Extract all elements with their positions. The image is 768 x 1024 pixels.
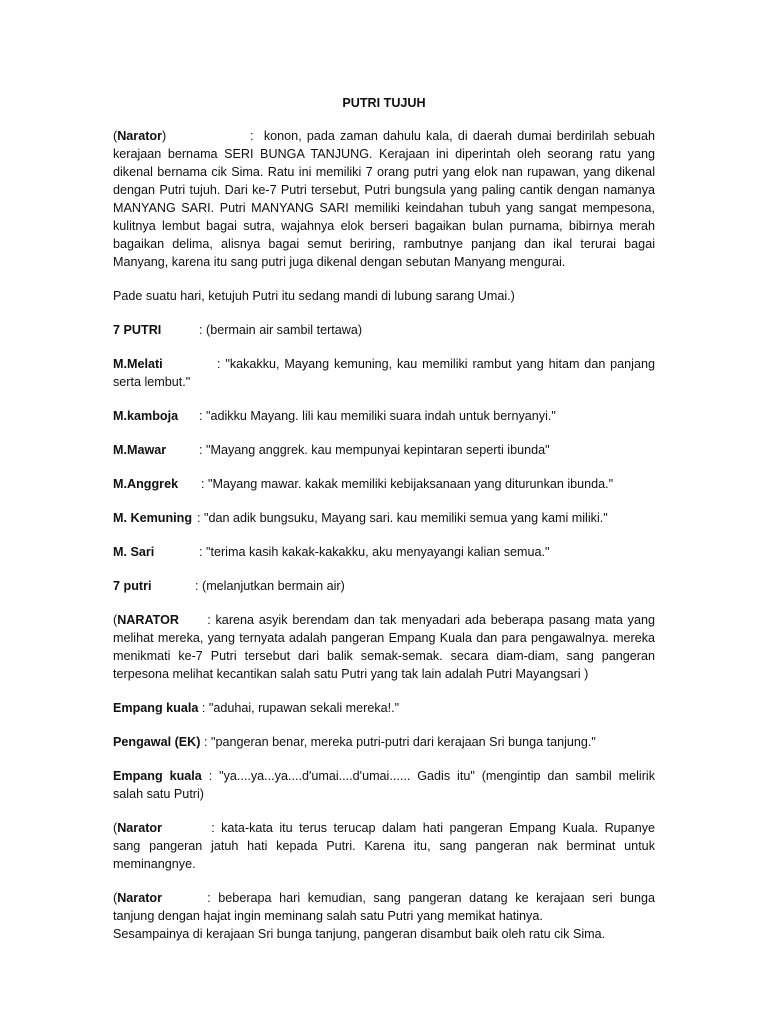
dialogue-line-mawar	[113, 441, 655, 459]
dialogue-line-melati	[113, 355, 655, 391]
speaker-name: 7 PUTRI	[113, 323, 162, 337]
dialogue-line-empang-kuala-1	[113, 699, 655, 717]
narration-text: : karena asyik berendam dan tak menyadari ada beberapa pasang mata yang melihat mereka, yang ternyata adalah pangeran Empang Kuala dan para pengawalnya. mereka menikmati ke-7 Putri tersebut dari balik semak-semak. secara diam-diam, sang pangeran terpesona melihat kecantikan salah satu Putri yang tak lain adalah Putri Mayangsari )	[113, 613, 655, 681]
document-title: PUTRI TUJUH	[342, 96, 426, 110]
dialogue-text: : "aduhai, rupawan sekali mereka!."	[198, 701, 400, 715]
dialogue-line-7-putri	[113, 321, 655, 339]
dialogue-text: : (melanjutkan bermain air)	[195, 579, 345, 593]
speaker-name: Empang kuala	[113, 701, 199, 715]
close-paren: )	[162, 129, 167, 143]
narration-text: : beberapa hari kemudian, sang pangeran datang ke kerajaan seri bunga tanjung dengan hajat ingin meminang salah satu Putri yang memikat hatinya.	[113, 891, 655, 923]
narration-paragraph-3	[113, 611, 655, 683]
narration-paragraph-1	[113, 127, 655, 271]
speaker-name: Narator	[117, 891, 162, 905]
dialogue-text: : "adikku Mayang. lili kau memiliki suara indah untuk bernyanyi."	[199, 409, 556, 423]
speaker-name: M.kamboja	[113, 409, 179, 423]
speaker-name: M.Anggrek	[113, 477, 179, 491]
narration-paragraph-5	[113, 889, 655, 925]
dialogue-text: : (bermain air sambil tertawa)	[199, 323, 363, 337]
narration-paragraph-6: Sesampainya di kerajaan Sri bunga tanjung, pangeran disambut baik oleh ratu cik Sima.	[113, 927, 606, 941]
dialogue-text: : "pangeran benar, mereka putri-putri dari kerajaan Sri bunga tanjung."	[200, 735, 596, 749]
dialogue-line-pengawal	[113, 733, 655, 751]
speaker-name: Narator	[117, 129, 162, 143]
speaker-name: Empang kuala	[113, 769, 202, 783]
speaker-name: M.Mawar	[113, 443, 167, 457]
dialogue-text: : "Mayang anggrek. kau mempunyai kepintaran seperti ibunda"	[199, 443, 550, 457]
narration-paragraph-4	[113, 819, 655, 873]
narration-paragraph-2: Pade suatu hari, ketujuh Putri itu sedang mandi di lubung sarang Umai.)	[113, 289, 515, 303]
dialogue-text: : "Mayang mawar. kakak memiliki kebijaksanaan yang diturunkan ibunda."	[201, 477, 614, 491]
speaker-name: M. Kemuning	[113, 511, 193, 525]
colon: :	[250, 129, 254, 143]
dialogue-line-7-putri-2	[113, 577, 655, 595]
open-paren: (	[113, 891, 118, 905]
open-paren: (	[113, 613, 118, 627]
dialogue-text: : "ya....ya...ya....d'umai....d'umai...... Gadis itu" (mengintip dan sambil melirik salah satu Putri)	[113, 769, 655, 801]
speaker-name: M.Melati	[113, 357, 163, 371]
speaker-name: NARATOR	[117, 613, 180, 627]
dialogue-text: : "terima kasih kakak-kakakku, aku menyayangi kalian semua."	[199, 545, 550, 559]
speaker-name: M. Sari	[113, 545, 155, 559]
dialogue-line-sari	[113, 543, 655, 561]
narration-text: : kata-kata itu terus terucap dalam hati pangeran Empang Kuala. Rupanye sang pangeran jatuh hati kepada Putri. Karena itu, sang pangeran nak berminat untuk meminangnye.	[113, 821, 655, 871]
document-page	[113, 94, 655, 943]
open-paren: (	[113, 821, 118, 835]
speaker-name: Pengawal (EK)	[113, 735, 201, 749]
dialogue-line-anggrek	[113, 475, 655, 493]
speaker-name: Narator	[117, 821, 162, 835]
open-paren: (	[113, 129, 118, 143]
dialogue-line-kemuning	[113, 509, 655, 527]
dialogue-text: : "dan adik bungsuku, Mayang sari. kau memiliki semua yang kami miliki."	[197, 511, 608, 525]
dialogue-text: : "kakakku, Mayang kemuning, kau memiliki rambut yang hitam dan panjang serta lembut."	[113, 357, 655, 389]
dialogue-line-empang-kuala-2	[113, 767, 655, 803]
dialogue-line-kamboja	[113, 407, 655, 425]
speaker-name: 7 putri	[113, 579, 152, 593]
narration-text: konon, pada zaman dahulu kala, di daerah dumai berdirilah sebuah kerajaan bernama SERI BUNGA TANJUNG. Kerajaan ini diperintah oleh seorang ratu yang dikenal bernama cik Sima. Ratu ini memiliki 7 orang putri yang elok nan rupawan, yang dikenal dengan Putri tujuh. Dari ke-7 Putri tersebut, Putri bungsula yang paling cantik dengan namanya MANYANG SARI. Putri MANYANG SARI memiliki keindahan tubuh yang sangat mempesona, kulitnya lembut bagai sutra, wajahnya elok berseri bagaikan bulan purnama, bibirnya merah bagaikan delima, alisnya bagai semut beriring, rambutnye panjang dan ikal terurai bagai Manyang, karena itu sang putri juga dikenal dengan sebutan Manyang mengurai.	[113, 129, 655, 269]
